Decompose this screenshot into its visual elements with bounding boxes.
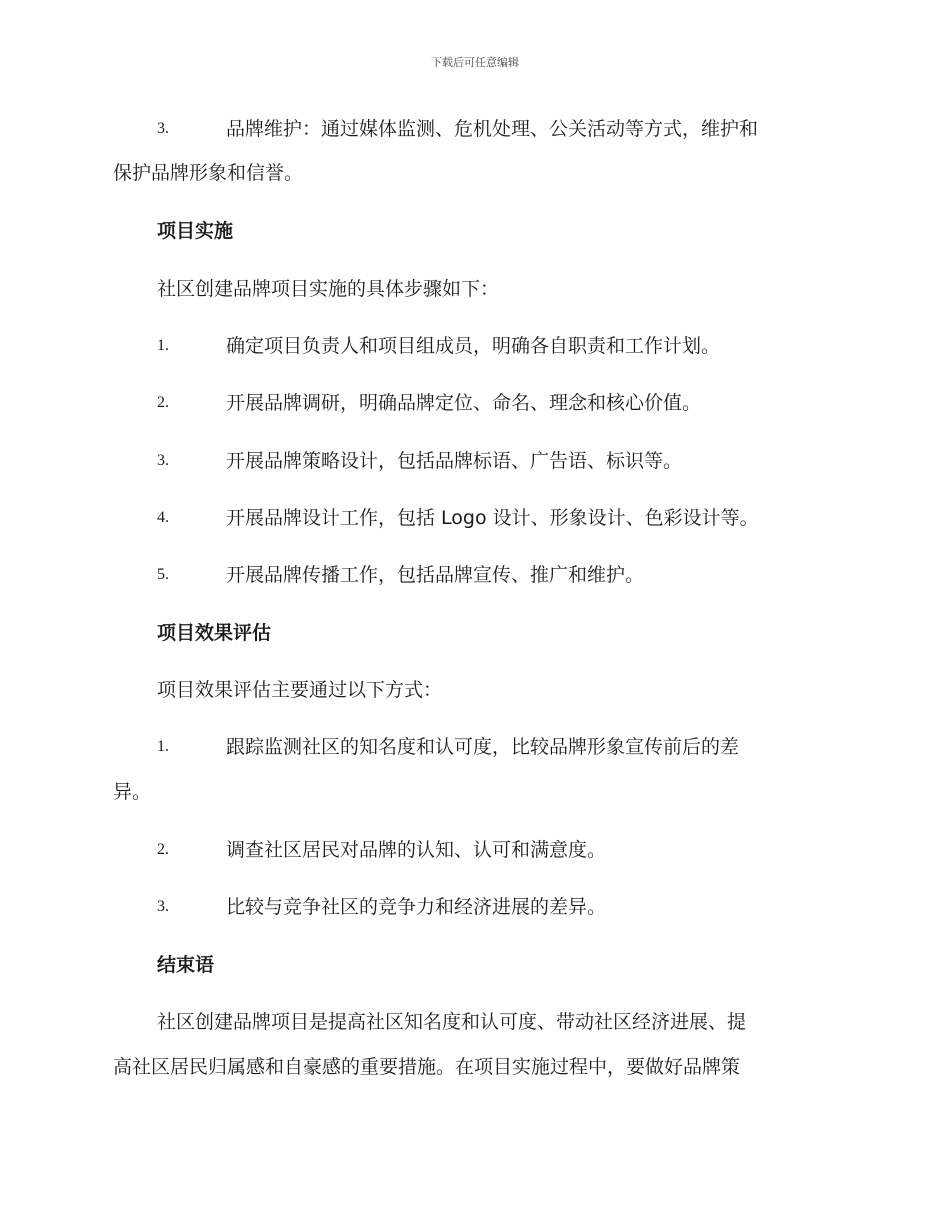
list-item-text: 开展品牌策略设计，包括品牌标语、广告语、标识等。 [226,450,683,472]
section-heading-conclusion: 结束语 [157,954,215,976]
list-number: 3. [157,452,169,469]
list-number: 3. [157,898,169,915]
section-heading-evaluation: 项目效果评估 [157,622,272,644]
list-number: 2. [157,841,169,858]
list-number: 3. [157,120,169,137]
list-item-text: 开展品牌调研，明确品牌定位、命名、理念和核心价值。 [226,392,702,414]
list-number: 5. [157,566,169,583]
list-number: 2. [157,394,169,411]
list-number: 1. [157,337,169,354]
section-intro: 社区创建品牌项目实施的具体步骤如下： [157,278,500,300]
list-item-continuation: 保护品牌形象和信誉。 [113,162,304,184]
section-intro: 项目效果评估主要通过以下方式： [157,679,443,701]
list-item-text: 开展品牌传播工作，包括品牌宣传、推广和维护。 [226,564,645,586]
list-item-text: 跟踪监测社区的知名度和认可度，比较品牌形象宣传前后的差 [226,736,740,758]
page-header: 下载后可任意编辑 [431,56,519,69]
list-number: 1. [157,738,169,755]
list-number: 4. [157,509,169,526]
list-item-continuation: 异。 [113,781,152,803]
paragraph-line: 高社区居民归属感和自豪感的重要措施。在项目实施过程中，要做好品牌策 [113,1056,741,1078]
list-item-text: 比较与竞争社区的竞争力和经济进展的差异。 [226,896,607,918]
section-heading-implementation: 项目实施 [157,220,234,242]
list-item-text: 开展品牌设计工作，包括 Logo 设计、形象设计、色彩设计等。 [226,507,759,529]
list-item-text: 品牌维护：通过媒体监测、危机处理、公关活动等方式，维护和 [226,118,759,140]
paragraph-line: 社区创建品牌项目是提高社区知名度和认可度、带动社区经济进展、提 [157,1011,747,1033]
list-item-text: 确定项目负责人和项目组成员，明确各自职责和工作计划。 [226,335,721,357]
list-item-text: 调查社区居民对品牌的认知、认可和满意度。 [226,839,607,861]
